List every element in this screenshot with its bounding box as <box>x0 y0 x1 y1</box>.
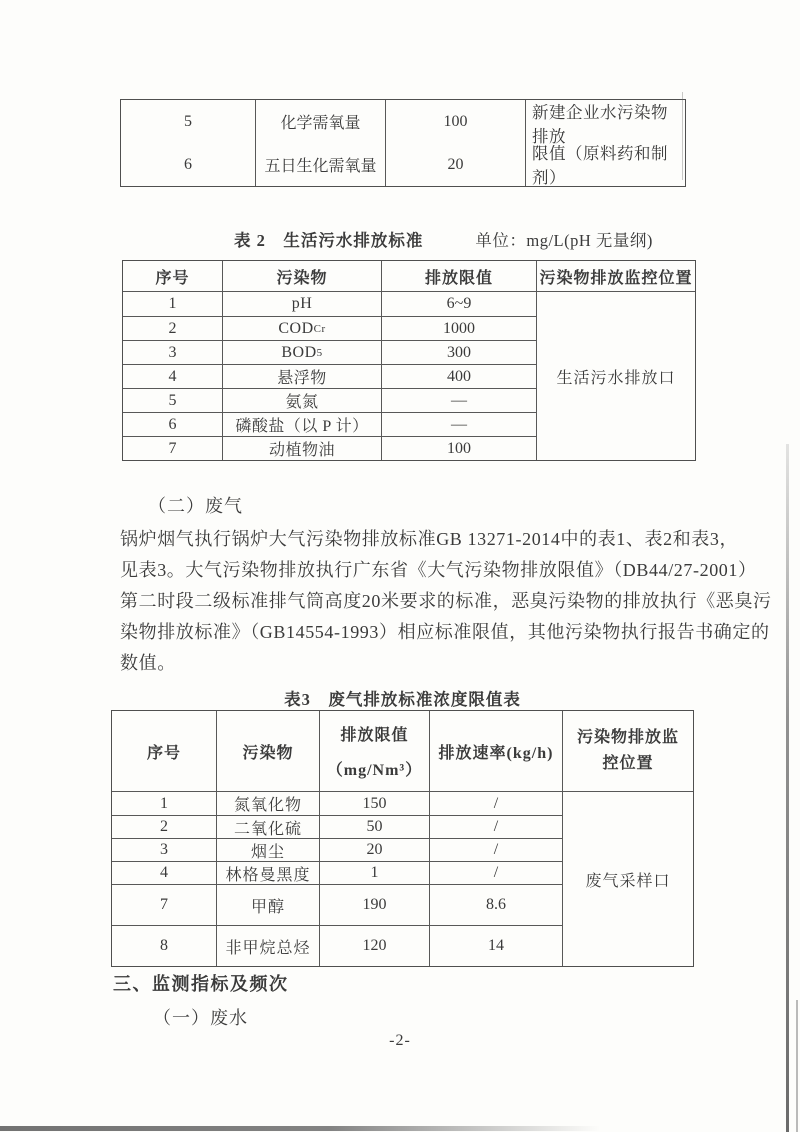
cell-serial: 5 <box>123 388 223 412</box>
scan-line-artifact <box>682 92 683 180</box>
cell-limit: 120 <box>320 925 430 966</box>
table-row <box>123 388 537 412</box>
cell-rate: / <box>430 838 563 861</box>
cell-limit: 100 <box>386 100 526 143</box>
cell-limit: 20 <box>386 143 526 186</box>
paragraph-line: 第二时段二级标准排气筒高度20米要求的标准，恶臭污染物的排放执行《恶臭污 <box>120 591 772 611</box>
table-row <box>112 861 563 884</box>
cell-pollutant <box>223 388 382 412</box>
table-row <box>112 884 563 925</box>
table-row <box>121 143 526 186</box>
table3-header <box>112 711 693 792</box>
cell-limit: 50 <box>320 815 430 838</box>
water-pollutant-table-continuation <box>120 99 686 187</box>
table-row <box>123 340 537 364</box>
header-limit-line1: 排放限值 <box>340 727 409 744</box>
table-row <box>112 925 563 966</box>
pollutant-name: BOD <box>281 343 317 361</box>
domestic-sewage-table <box>122 260 696 461</box>
header-pollutant: 污染物 <box>217 711 320 791</box>
cell-pollutant: 林格曼黑度 <box>217 861 320 884</box>
table2-header <box>123 261 695 292</box>
cell-serial: 7 <box>112 884 217 925</box>
header-location: 污染物排放监控位置 <box>576 729 679 772</box>
cell-limit: 6~9 <box>382 292 537 316</box>
header-serial: 序号 <box>123 261 223 291</box>
cell-limit: 300 <box>382 340 537 364</box>
waste-gas-emission-table <box>111 710 694 967</box>
cell-limit: — <box>382 412 537 436</box>
header-pollutant: 污染物 <box>223 261 382 291</box>
cell-pollutant <box>223 292 382 316</box>
cell-serial: 4 <box>112 861 217 884</box>
table-row <box>112 815 563 838</box>
pollutant-name: 动植物油 <box>268 442 335 459</box>
pollutant-name: 磷酸盐（以 P 计） <box>235 418 369 435</box>
page-number: -2- <box>389 1032 411 1049</box>
merged-note-cell <box>526 100 685 186</box>
cell-pollutant: 五日生化需氧量 <box>256 143 386 186</box>
cell-pollutant: 烟尘 <box>217 838 320 861</box>
table-row <box>123 292 537 316</box>
note-line: 新建企业水污染物排放 <box>532 102 668 146</box>
cell-serial: 3 <box>112 838 217 861</box>
pollutant-name: 氨氮 <box>285 394 319 411</box>
subsection-heading-waste-gas: （二）废气 <box>148 496 243 516</box>
header-rate: 排放速率(kg/h) <box>430 711 563 791</box>
cell-pollutant: BOD 5 <box>223 340 382 364</box>
cell-limit: 1000 <box>382 316 537 340</box>
table-row <box>112 792 563 815</box>
header-serial: 序号 <box>112 711 217 791</box>
table-row <box>123 436 537 460</box>
cell-rate: / <box>430 861 563 884</box>
table-row <box>112 838 563 861</box>
cell-serial: 1 <box>112 792 217 815</box>
paragraph-line: 染物排放标准》（GB14554-1993）相应标准限值，其他污染物执行报告书确定的 <box>120 622 770 642</box>
subsection-heading-wastewater: （一）废水 <box>153 1008 248 1028</box>
table2-rows <box>123 292 537 460</box>
section-heading-monitoring: 三、监测指标及频次 <box>113 974 289 994</box>
cell-serial: 1 <box>123 292 223 316</box>
paragraph-line: 见表3。大气污染物排放执行广东省《大气污染物排放限值》（DB44/27-2001） <box>120 560 757 580</box>
cell-pollutant: 二氧化硫 <box>217 815 320 838</box>
cell-serial: 2 <box>123 316 223 340</box>
cell-serial: 4 <box>123 364 223 388</box>
cell-pollutant <box>223 364 382 388</box>
table3-body <box>112 792 693 966</box>
header-limit-line2: （mg/Nm³） <box>326 762 423 779</box>
cell-rate: / <box>430 815 563 838</box>
cell-limit: 190 <box>320 884 430 925</box>
cell-serial: 6 <box>123 412 223 436</box>
cell-rate: / <box>430 792 563 815</box>
cell-limit: 100 <box>382 436 537 460</box>
cell-pollutant: 甲醇 <box>217 884 320 925</box>
header-location: 污染物排放监控位置 <box>539 269 693 287</box>
cell-pollutant: 非甲烷总烃 <box>217 925 320 966</box>
paragraph-line: 锅炉烟气执行锅炉大气污染物排放标准GB 13271-2014中的表1、表2和表3， <box>120 529 739 549</box>
cell-limit: 400 <box>382 364 537 388</box>
header-limit: 排放限值 <box>382 261 537 291</box>
table-row <box>121 100 526 143</box>
pollutant-name: pH <box>291 295 313 312</box>
cell-serial: 8 <box>112 925 217 966</box>
merged-monitor-location-cell: 生活污水排放口 <box>556 369 676 387</box>
table2-unit: 单位：mg/L(pH 无量纲) <box>475 231 653 250</box>
scan-edge-artifact-right <box>786 444 789 1132</box>
table3-caption: 表3 废气排放标准浓度限值表 <box>284 690 521 709</box>
table2-body <box>123 292 695 460</box>
table-row <box>123 316 537 340</box>
header-limit <box>320 711 430 791</box>
cell-serial: 3 <box>123 340 223 364</box>
cell-limit: — <box>382 388 537 412</box>
cell-rate: 8.6 <box>430 884 563 925</box>
cell-serial: 7 <box>123 436 223 460</box>
pollutant-name: 悬浮物 <box>277 370 327 387</box>
cell-serial: 5 <box>121 100 256 143</box>
paragraph-line: 数值。 <box>120 653 176 673</box>
cell-serial: 6 <box>121 143 256 186</box>
table-row <box>123 412 537 436</box>
cell-pollutant <box>223 436 382 460</box>
merged-monitor-location-cell: 废气采样口 <box>585 872 671 890</box>
table-row <box>123 364 537 388</box>
cell-rate: 14 <box>430 925 563 966</box>
cell-limit: 20 <box>320 838 430 861</box>
note-line: 限值（原料药和制剂） <box>532 143 668 187</box>
waste-gas-paragraph <box>120 524 772 679</box>
scan-edge-artifact-right-outer <box>796 1000 798 1132</box>
scan-edge-artifact-bottom <box>0 1126 600 1131</box>
cell-pollutant: 化学需氧量 <box>256 100 386 143</box>
table2-caption: 表 2 生活污水排放标准 <box>234 231 424 250</box>
table1-rows <box>121 100 526 186</box>
pollutant-name: COD <box>278 319 314 337</box>
table3-rows <box>112 792 563 966</box>
cell-serial: 2 <box>112 815 217 838</box>
cell-pollutant <box>223 412 382 436</box>
cell-limit: 1 <box>320 861 430 884</box>
cell-pollutant: 氮氧化物 <box>217 792 320 815</box>
cell-limit: 150 <box>320 792 430 815</box>
cell-pollutant: COD Cr <box>223 316 382 340</box>
table2-caption-row <box>120 228 720 250</box>
